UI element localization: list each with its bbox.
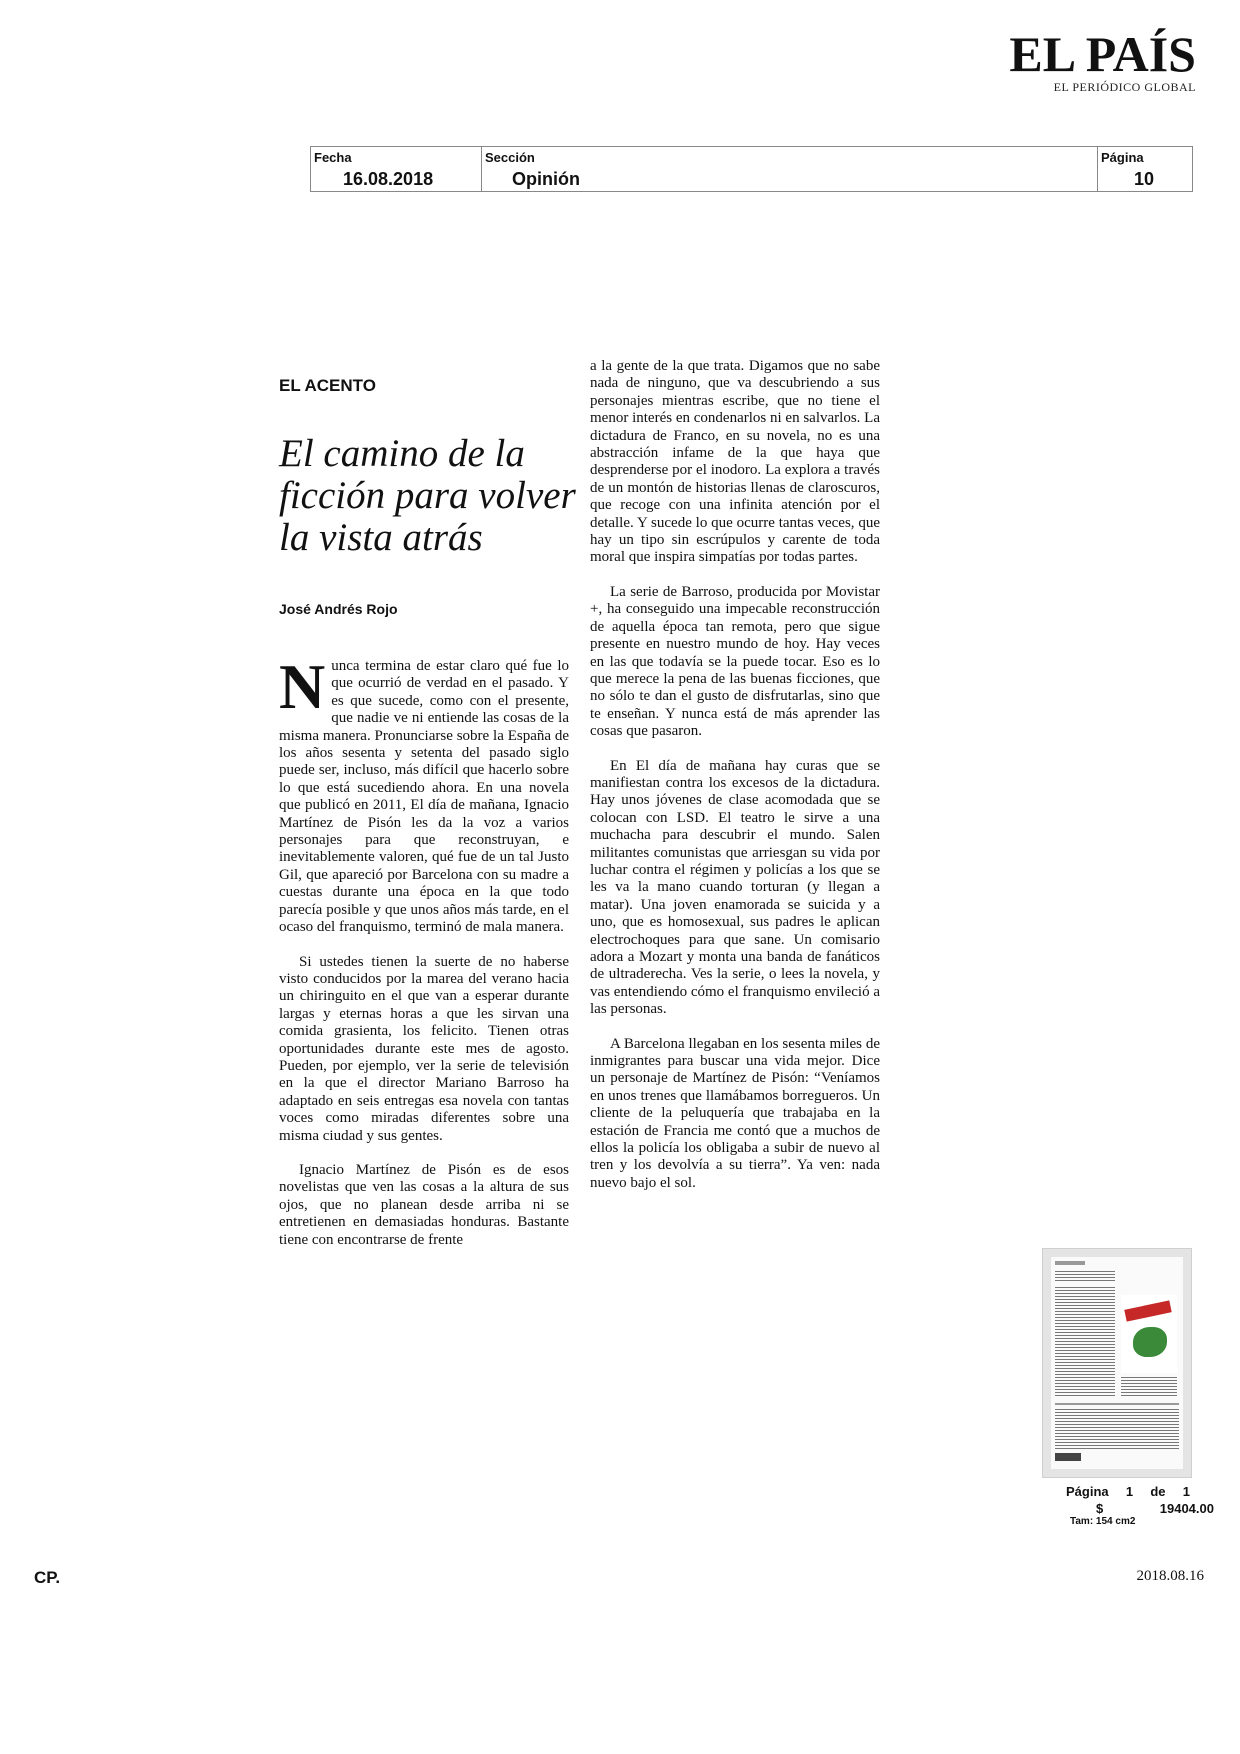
fecha-label: Fecha (314, 150, 352, 165)
thumbnail-text-block (1055, 1287, 1115, 1397)
article-headline: El camino de la ficción para volver la vista atrás (279, 432, 576, 559)
newspaper-tagline: EL PERIÓDICO GLOBAL (1053, 80, 1196, 94)
price-value: 19404.00 (1159, 1501, 1214, 1516)
clipping-footer-info (1058, 1484, 1214, 1527)
thumbnail-divider (1055, 1403, 1179, 1405)
pagina-value: 10 (1134, 169, 1155, 189)
cp-mark: CP. (34, 1568, 61, 1587)
paragraph-1-text: unca termina de estar claro qué fue lo que ocurrió de verdad en el pasado. Y es que sucede, como con el presente, que nadie ve ni entiende las cosas de la misma manera. Pronunciarse sobre la España de los años sesenta y setenta del pasado siglo puede ser, incluso, más difícil que hacerlo sobre lo que está sucediendo ahora. En una novela que publicó en 2011, El día de mañana, Ignacio Martínez de Pisón les da la voz a varios personajes para que reconstruyan, e inevitablemente valoren, qué fue de un tal Justo Gil, que apareció por Barcelona con su madre a cuestas durante una época en la que todo parecía posible y que unos años más tarde, en el ocaso del franquismo, terminó de mala manera. (279, 658, 569, 936)
seccion-label: Sección (485, 150, 535, 165)
pagination-label: Página (1066, 1484, 1109, 1499)
thumbnail-section-bar (1055, 1261, 1085, 1265)
pagination-total: 1 (1182, 1484, 1190, 1499)
price-currency: $ (1096, 1501, 1104, 1516)
thumbnail-cartoon-figure (1133, 1327, 1167, 1357)
article-column-left (279, 651, 569, 1266)
thumbnail-caption-block (1121, 1377, 1177, 1397)
pagination-line (1066, 1484, 1190, 1499)
pagination-de: de (1150, 1484, 1166, 1499)
paragraph-7: A Barcelona llegaban en los sesenta miles de inmigrantes para buscar una vida mejor. Dice un personaje de Martínez de Pisón: “Veníamos en unos trenes que llamábamos borregueros. Un cliente de la peluquería que trabajaba en la estación de Francia me contó que a muchos de ellos la policía los obligaba a subir de nuevo al tren y los devolvía a su tierra”. Ya ven: nada nuevo bajo el sol. (590, 1035, 880, 1191)
clipping-meta-box (310, 146, 1193, 192)
paragraph-2: Si ustedes tienen la suerte de no haberse visto conducidos por la marea del verano hacia un chiringuito en el que van a esperar durante largas y eternas horas a que les sirvan una comida grasienta, los felicito. Tienen otras oportunidades durante este mes de agosto. Pueden, por ejemplo, ver la serie de televisión en la que el director Mariano Barroso ha adaptado en seis entregas esa novela con tantas voces como miradas diferentes sobre una misma ciudad y sus gentes. (279, 953, 569, 1144)
newspaper-logo: EL PAÍS (1009, 26, 1196, 82)
article-column-right (590, 358, 880, 1209)
thumbnail-headline-block (1055, 1271, 1115, 1281)
article-kicker: EL ACENTO (279, 376, 376, 395)
pagination-current: 1 (1125, 1484, 1134, 1499)
paragraph-3: Ignacio Martínez de Pisón es de esos novelistas que ven las cosas a la altura de sus ojos, que no planean desde arriba ni se entretienen en demasiadas honduras. Bastante tiene con encontrarse de frente (279, 1161, 569, 1248)
meta-pagina (1098, 147, 1192, 191)
price-line (1096, 1501, 1214, 1516)
dropcap: N (279, 651, 326, 722)
article-byline: José Andrés Rojo (279, 601, 398, 617)
page-thumbnail (1042, 1248, 1192, 1478)
bottom-date: 2018.08.16 (1136, 1568, 1204, 1584)
paragraph-4: a la gente de la que trata. Digamos que no sabe nada de ninguno, que va descubriendo a sus personajes mientras escribe, que no tiene el menor interés en condenarlos ni en salvarlos. La dictadura de Franco, en su novela, no es una abstracción infame de la que haya que desprenderse por el inodoro. La explora a través de un montón de historias llenas de claroscuros, que recoge con una infinita atención por el detalle. Y sucede lo que ocurre tantas veces, que hay un tipo sin escrúpulos y carente de toda moral que inspira simpatías por todas partes. (590, 358, 880, 566)
masthead (1009, 26, 1196, 95)
meta-seccion (482, 147, 1098, 191)
pagina-label: Página (1101, 150, 1144, 165)
thumbnail-bottom-text (1055, 1409, 1179, 1449)
size-line: Tam: 154 cm2 (1070, 1516, 1136, 1527)
thumbnail-page (1051, 1257, 1183, 1469)
meta-fecha (311, 147, 482, 191)
paragraph-6: En El día de mañana hay curas que se manifiestan contra los excesos de la dictadura. Hay unos jóvenes de clase acomodada que se colocan con LSD. El teatro le sirve a una muchacha para descubrir el mundo. Salen militantes comunistas que arriesgan su vida por luchar contra el régimen y policías a los que se les va la mano cuando torturan (y llegan a matar). Una joven enamorada se suicida y a uno, que es homosexual, sus padres le aplican electrochoques para que sane. Un comisario adora a Mozart y monta una banda de fanáticos de ultraderecha. Ves la serie, o lees la novela, y vas entendiendo cómo el franquismo envileció a las personas. (590, 757, 880, 1018)
paragraph-5: La serie de Barroso, producida por Movistar +, ha conseguido una impecable reconstrucción de aquella época tan remota, pero que sigue presente en nuestro mundo de hoy. Hay veces en las que todavía se la puede tocar. Eso es lo que merece la pena de las buenas ficciones, que no sólo te dan el gusto de disfrutarlas, sino que te enseñan. Y nunca está de más aprender las cosas que pasaron. (590, 583, 880, 740)
thumbnail-logo (1055, 1453, 1081, 1461)
seccion-value: Opinión (512, 169, 580, 189)
paragraph-1 (279, 651, 569, 937)
fecha-value: 16.08.2018 (343, 169, 434, 189)
